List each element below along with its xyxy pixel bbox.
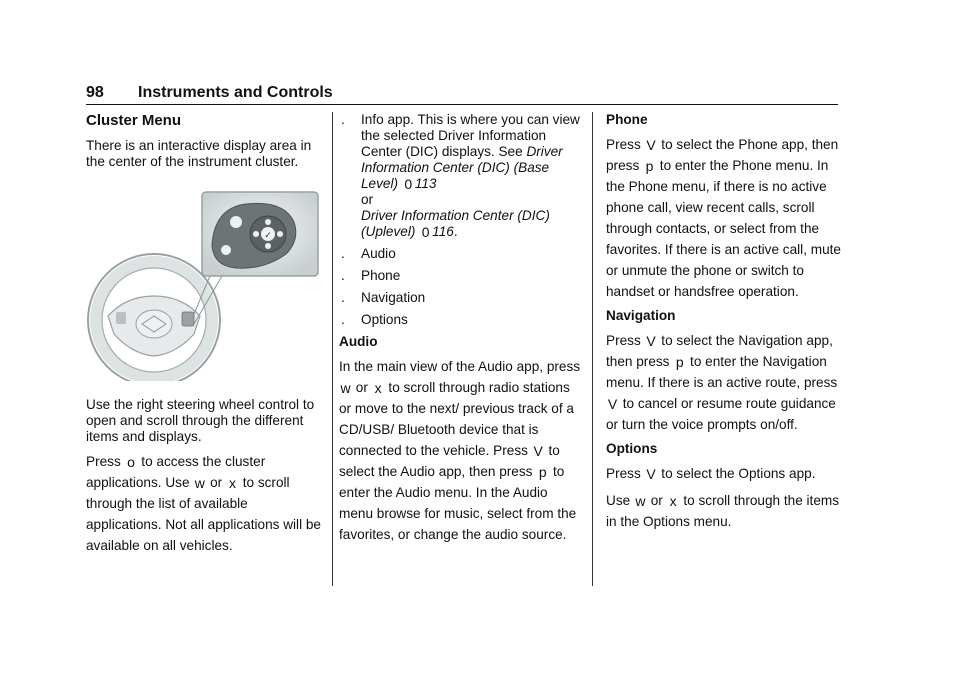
reference-link[interactable]: Driver Information Center (DIC) (Base Level): [361, 144, 563, 191]
select-icon: V: [607, 396, 618, 412]
bullet-icon: .: [341, 112, 345, 127]
scroll-up-icon: w: [194, 475, 205, 491]
column-divider-1: [332, 112, 333, 586]
audio-paragraph: In the main view of the Audio app, press w or x to scroll through radio stations or move to the next/ previous track of a CD/USB/ Bluetooth device that is connected to the vehicle. Press V to select the Audio app, then press p to enter the Audio menu. In the Audio menu browse for music, select from the favorites, or change the audio source.: [339, 359, 581, 542]
intro-paragraph: There is an interactive display area in the center of the instrument cluster.: [86, 138, 312, 169]
list-item: . Audio: [341, 246, 396, 261]
bullet-icon: .: [341, 246, 345, 261]
column-2: [339, 112, 585, 551]
select-icon: V: [533, 443, 543, 459]
select-icon: V: [646, 333, 656, 349]
list-item: . Navigation: [341, 290, 426, 305]
phone-heading: Phone: [606, 112, 648, 127]
audio-heading: Audio: [339, 334, 378, 349]
scroll-up-icon: w: [635, 493, 646, 509]
list-item: . Options: [341, 312, 408, 327]
controls-paragraph: Press o to access the cluster applications. Use w or x to scroll through the list of available applications. Not all applications will be available on all vehicles.: [86, 454, 321, 553]
scroll-up-icon: w: [340, 380, 351, 396]
column-3: [606, 112, 846, 538]
page-header: [86, 84, 838, 104]
menu-button-icon: o: [127, 454, 135, 470]
page-ref-icon: 0: [421, 224, 430, 240]
navigation-paragraph: Press V to select the Navigation app, then press p to enter the Navigation menu. If there is an active route, press V to cancel or resume route guidance or turn the voice prompts on/off.: [606, 333, 838, 432]
reference-link[interactable]: Driver Information Center (DIC) (Uplevel): [361, 208, 550, 239]
steering-wheel-illustration: [86, 184, 322, 381]
enter-icon: p: [675, 354, 684, 370]
cluster-menu-heading: Cluster Menu: [86, 112, 182, 129]
options-heading: Options: [606, 441, 658, 456]
navigation-heading: Navigation: [606, 308, 676, 323]
page-ref-icon: 0: [404, 176, 413, 192]
options-paragraph-1: Press V to select the Options app.: [606, 466, 816, 482]
enter-icon: p: [538, 464, 547, 480]
select-icon: V: [646, 466, 656, 482]
select-icon: V: [646, 137, 656, 153]
phone-paragraph: Press V to select the Phone app, then press p to enter the Phone menu. In the Phone menu, if there is no active phone call, view recent calls, scroll through contacts, or select from the favorites. If there is an active call, mute or unmute the phone or switch to handset or handsfree operation.: [606, 137, 841, 299]
column-1: [86, 112, 322, 562]
page-number: 98: [86, 84, 104, 101]
usage-paragraph: Use the right steering wheel control to open and scroll through the different items and displays.: [86, 397, 315, 444]
bullet-icon: .: [341, 290, 345, 305]
bullet-icon: .: [341, 268, 345, 283]
section-title: Instruments and Controls: [138, 84, 333, 101]
scroll-down-icon: x: [669, 493, 677, 509]
scroll-down-icon: x: [228, 475, 236, 491]
column-divider-2: [592, 112, 593, 586]
enter-icon: p: [645, 158, 654, 174]
scroll-down-icon: x: [374, 380, 382, 396]
list-item: . Info app. This is where you can view the selected Driver Information Center (DIC) displays. See Driver Information Center (DIC) (Base Level) 0 113 or Driver Information Center (DIC) (Uplevel) 0 116.: [341, 112, 580, 240]
bullet-icon: .: [341, 312, 345, 327]
list-item: . Phone: [341, 268, 401, 283]
header-rule: [86, 104, 838, 105]
options-paragraph-2: Use w or x to scroll through the items in the Options menu.: [606, 493, 840, 529]
svg-text:✓: ✓: [264, 231, 272, 241]
